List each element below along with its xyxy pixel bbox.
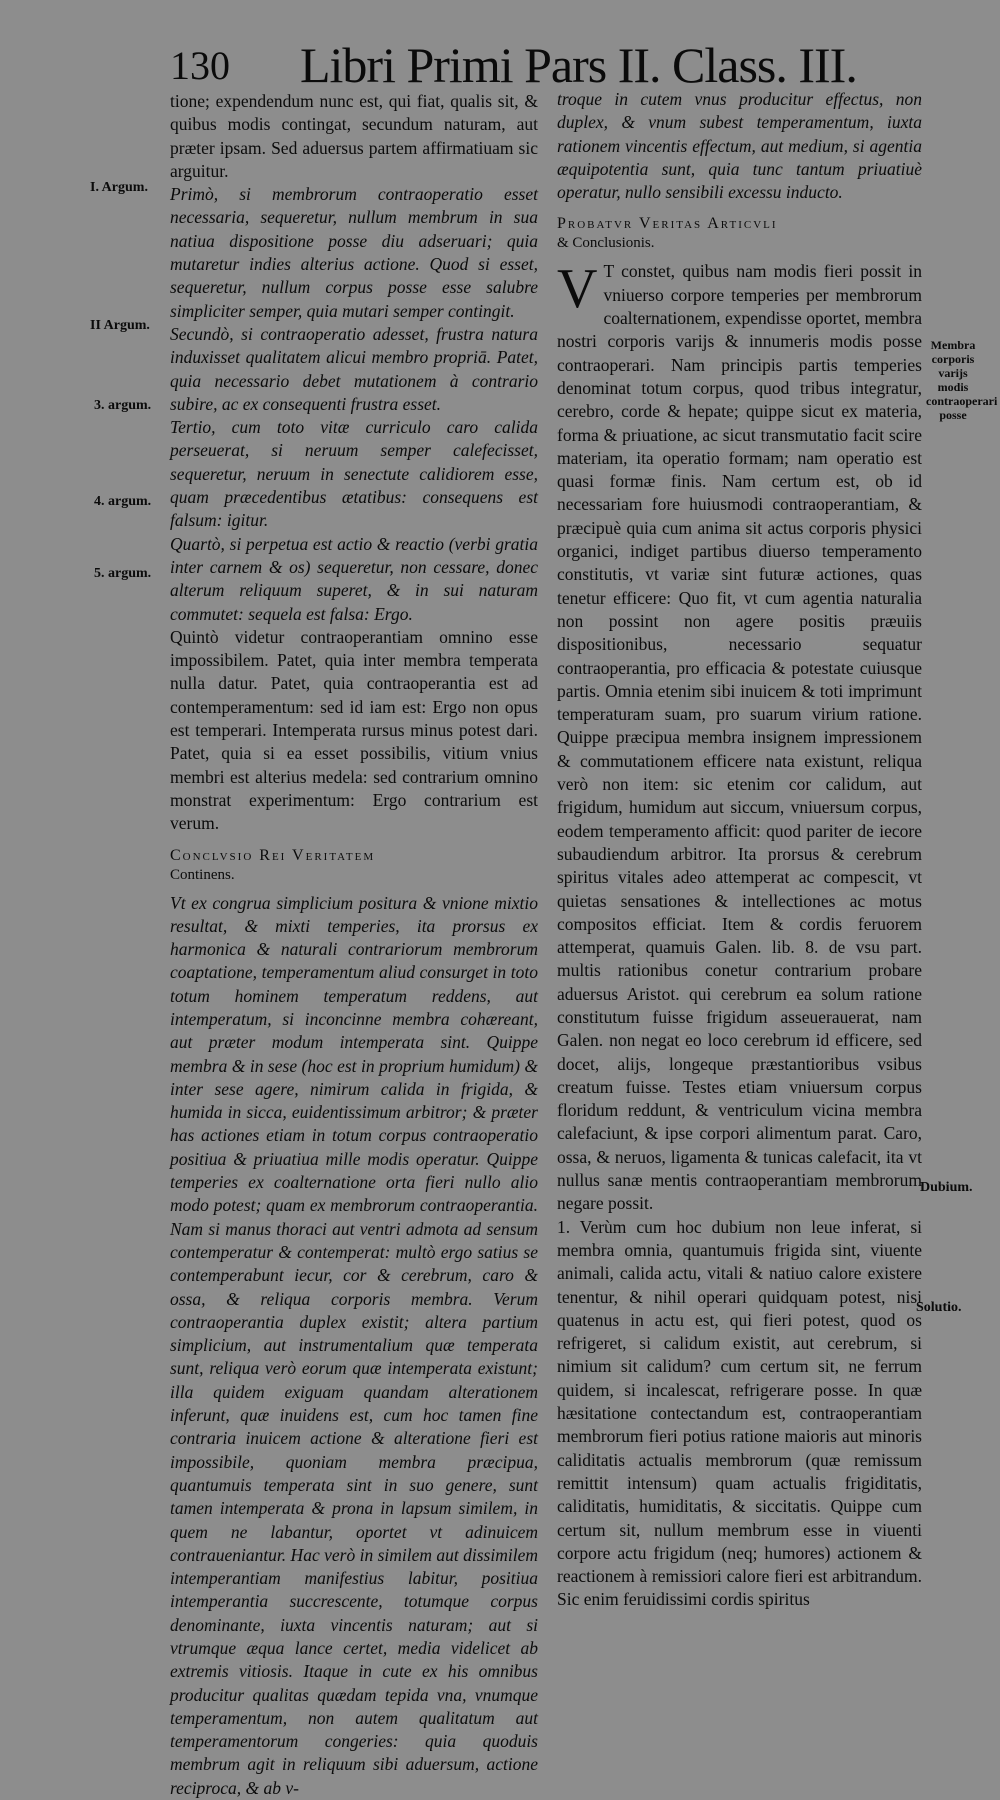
margin-note-arg4: 4. argum. <box>94 494 151 510</box>
margin-note-dubium: Dubium. <box>920 1180 973 1196</box>
conclusion-heading: Conclvsio Rei Veritatem <box>170 846 538 866</box>
left-column <box>170 90 538 1800</box>
left-paragraph-7: Vt ex congrua simplicium positura & vnione mixtio resultat, & mixti temperies, ita prorsus ex harmonica & naturali contrariorum membrorum coaptatione, temperamentum aliud consurget in toto totum hominem temperatum reddens, aut intemperatum, si inconcinne membra cohæreant, aut præter modum intemperata sint. Quippe membra & in sese (hoc est in proprium humidum) & inter sese agere, nimirum calida in frigida, & humida in sicca, euidentissimum arbitror; & præter has actiones etiam in totum corpus contraoperatio positiua & priuatiua mille modis operatur. Quippe temperies ex coalternatione orta fieri nullo alio modo potest; quam ex membrorum contraoperantia. Nam si manus thoraci aut ventri admota ad sensum contemperatur & contemperat: multò ergo satius se contemperabunt iecur, cor & cerebrum, caro & ossa, & reliqua corporis membra. Verum contraoperantia duplex existit; altera partium simplicium, aut instrumentalium quæ temperata sunt, reliqua verò eorum quæ intemperata existunt; illa quidem exiguam quandam alterationem inferunt, quæ inuidens est, cum hoc tamen fine contraria inuicem actione & alteratione fieri est impossibile, quoniam membra præcipua, quantumuis temperata sint in suo genere, sunt tamen intemperata & prona in lapsum similem, in quem ne labantur, oportet vt adinuicem contraueniantur. Hac verò in similem aut dissimilem intemperantiam manifestius labitur, positiua intemperantia succrescente, totumque corpus denominante, iuxta vincentis naturam; aut si vtrumque æqua lance certet, media videlicet ab extremis vitiosis. Itaque in cute ex his omnibus producitur qualitas quædam tepida vna, vnumque temperamentum, non autem qualitatum aut temperamentorum congeries: quia quoduis membrum agit in reliquum sibi aduersum, actione reciproca, & ab v- <box>170 892 538 1800</box>
page-header <box>0 40 1000 90</box>
left-paragraph-1: tione; expendendum nunc est, qui fiat, qualis sit, & quibus modis contingat, secundum naturam, aut præter ipsam. Sed aduersus partem affirmatiuam sic arguitur. <box>170 90 538 183</box>
left-paragraph-4: Tertio, cum toto vitæ curriculo caro calida perseuerat, si neruum semper calefecisset, sequeretur, neruum in senectute calidiorem esse, quam præcedentibus ætatibus: consequens est falsum: igitur. <box>170 416 538 532</box>
page-number: 130 <box>170 44 230 88</box>
left-paragraph-6: Quintò videtur contraoperantiam omnino esse impossibilem. Patet, quia inter membra temperata nulla datur. Patet, quia contraoperantia est ad contemperamentum: sed id iam est: Ergo non opus est temperari. Intemperata rursus minus potest dari. Patet, quia si ea esset possibilis, vitium vnius membri est alterius medela: sed contrarium omnino monstrat experimentum: Ergo contrarium est verum. <box>170 626 538 836</box>
drop-cap: V <box>557 266 597 312</box>
right-paragraph-2 <box>557 260 922 1215</box>
running-head: Libri Primi Pars II. Class. III. <box>300 40 857 90</box>
left-paragraph-3: Secundò, si contraoperatio adesset, frustra natura induxisset qualitatem alicui membro propriā. Patet, quia necessario debet mutationem à contrario subire, ac ex consequenti frustra esset. <box>170 323 538 416</box>
proof-heading: Probatvr Veritas Articvli <box>557 214 922 234</box>
right-paragraph-3 <box>557 1216 922 1612</box>
margin-note-solutio: Solutio. <box>916 1300 962 1316</box>
margin-note-arg2: II Argum. <box>90 318 150 334</box>
conclusion-subheading: Continens. <box>170 866 538 884</box>
margin-note-arg3: 3. argum. <box>94 398 151 414</box>
right-paragraph-2-text: T constet, quibus nam modis fieri possit in vniuerso corpore temperies per membrorum coalternationem, expendisse oportet, membra nostri corporis varijs & innumeris modis posse contraoperari. Nam principis partis temperies denominat totum corpus, quod tribus integratur, cerebro, corde & hepate; quippe sicut ex materia, forma & priuatione, ac sicut transmutatio facit scire materiam, ita operatio formam; nam operatio est quasi formæ finis. Nam certum est, ob id necessariam fore huiusmodi contraoperantiam, & præcipuè quia cum anima sit actus corporis physici organici, indiget partibus diuerso temperamento constitutis, vt variæ sint futuræ actiones, quas tenetur efficere: Quo fit, vt cum agentia naturalia non possint non agere positis præuiis dispositionibus, necessario sequatur contraoperantia, pro efficacia & potestate cuiusque partis. Omnia etenim sibi inuicem & toti imprimunt temperaturam suam, pro suarum virium ratione. Quippe præcipua membra insignem impressionem & commutationem efficere nata existunt, reliqua verò non item: sic etenim cor calidum, aut frigidum, humidum aut siccum, vniuersum corpus, eodem temperamento afficit: quod pariter de iecore subaudiendum arbitror. Ita prorsus & cerebrum spiritus vitales adeo attemperat ac compescit, vt quietas sensationes & intellectiones ac motus compositos efficiat. Item & cordis feruorem attemperat, quamuis Galen. lib. 8. de vsu part. multis rationibus conetur contrarium probare aduersus Aristot. qui cerebrum ea solum ratione constitutum fuisse frigidum asseuerauerat, nam Galen. non negat eo loco cerebrum id efficere, sed docet, alijs, longeque præstantioribus vsibus creatum fuisse. Testes etiam vniuersum corpus floridum reddunt, & ventriculum vicina membra calefaciunt, & ipse corpori alimentum parat. Caro, ossa, & neruos, ligamenta & tunicas calefacit, ita vt nullus sanæ mentis contraoperantiam membrorum negare possit. <box>557 261 922 1213</box>
margin-note-membra: Membra corporis varijs modis contraoperari posse <box>926 338 980 422</box>
left-paragraph-2: Primò, si membrorum contraoperatio esset necessaria, sequeretur, nullum membrum in sua natiua dispositione posse diu adseruari; quia mutaretur indies alterius actione. Quod si esset, sequeretur, nullum corpus posse esse salubre simpliciter semper, quia mutari semper contingit. <box>170 183 538 323</box>
right-column <box>557 88 922 1612</box>
margin-note-arg5: 5. argum. <box>94 566 151 582</box>
margin-note-arg1: I. Argum. <box>90 180 148 196</box>
right-paragraph-3-text: Verùm cum hoc dubium non leue inferat, si membra omnia, quantumuis frigida sint, viuente animali, calida actu, vitali & natiuo calore existere tenentur, & nihil operari quidquam potest, nisi quatenus in actu est, qui fieri potest, quod os refrigeret, si calidum existit, aut cerebrum, si nimium sit calidum? cum certum sit, ne ferrum quidem, si incalescat, refrigerare posse. In quæ hæsitatione contectandum est, contraoperantiam membrorum fieri potius ratione maioris aut minoris caliditatis actualis membrorum (quæ remissum remittit intensum) quam actualis frigiditatis, caliditatis, humiditatis, & siccitatis. Quippe cum certum sit, nullum membrum esse in viuenti corpore actu frigidum (neq; humores) actionem & reactionem à remissiori calore fieri est arbitrandum. Sic enim feruidissimi cordis spiritus <box>557 1217 922 1610</box>
right-paragraph-1: troque in cutem vnus producitur effectus, non duplex, & vnum subest temperamentum, iuxta rationem vincentis effectum, aut medium, si agentia æquipotentia sunt, quia tunc tantum priuatiuè operatur, nullo sensibili excessu inducto. <box>557 88 922 204</box>
proof-subheading: & Conclusionis. <box>557 234 922 252</box>
left-paragraph-5: Quartò, si perpetua est actio & reactio (verbi gratia inter carnem & os) sequeretur, non cessare, donec alterum reliquum superet, & in sui naturam commutet: sequela est falsa: Ergo. <box>170 533 538 626</box>
paragraph-number: 1. <box>557 1217 570 1237</box>
